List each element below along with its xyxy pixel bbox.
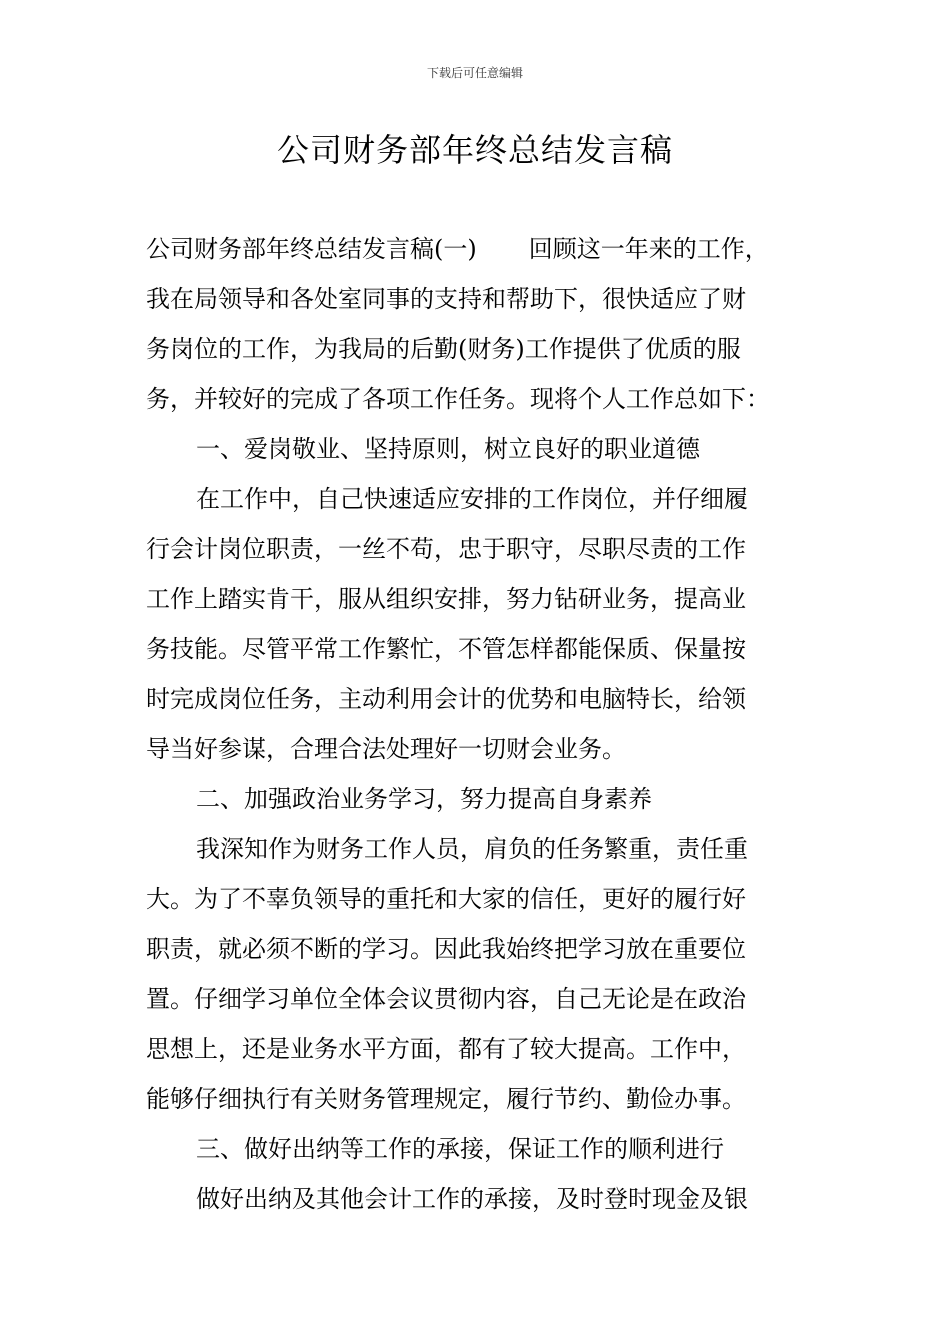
- header-note: 下载后可任意编辑: [426, 66, 523, 80]
- paragraph-line: 思想上，还是业务水平方面，都有了较大提高。工作中，: [146, 1035, 746, 1063]
- paragraph-line: 务岗位的工作，为我局的后勤(财务)工作提供了优质的服: [146, 335, 741, 363]
- opening-subtitle: 公司财务部年终总结发言稿(一): [146, 235, 477, 263]
- paragraph-line: 职责，就必须不断的学习。因此我始终把学习放在重要位: [146, 935, 746, 963]
- section-heading: 一、爱岗敬业、坚持原则，树立良好的职业道德: [196, 435, 700, 463]
- paragraph-line: 我在局领导和各处室同事的支持和帮助下，很快适应了财: [146, 285, 746, 313]
- opening-line: [146, 224, 811, 274]
- paragraph-line: 在工作中，自己快速适应安排的工作岗位，并仔细履: [196, 485, 748, 513]
- opening-first-line-rest: 回顾这一年来的工作，: [528, 235, 769, 263]
- section-heading: 二、加强政治业务学习，努力提高自身素养: [196, 785, 652, 813]
- paragraph-line: 我深知作为财务工作人员，肩负的任务繁重，责任重: [196, 835, 748, 863]
- paragraph-line: 时完成岗位任务，主动利用会计的优势和电脑特长，给领: [146, 685, 746, 713]
- section-heading: 三、做好出纳等工作的承接，保证工作的顺利进行: [196, 1135, 724, 1163]
- paragraph-line: 能够仔细执行有关财务管理规定，履行节约、勤俭办事。: [146, 1085, 746, 1113]
- paragraph-line: 务技能。尽管平常工作繁忙，不管怎样都能保质、保量按: [146, 635, 746, 663]
- paragraph-line: 导当好参谋，合理合法处理好一切财会业务。: [146, 735, 626, 763]
- page-title: 公司财务部年终总结发言稿: [276, 131, 673, 169]
- document-body: [146, 224, 811, 1224]
- paragraph-line: 置。仔细学习单位全体会议贯彻内容，自己无论是在政治: [146, 985, 746, 1013]
- paragraph-line: 做好出纳及其他会计工作的承接，及时登时现金及银: [196, 1185, 748, 1213]
- paragraph-line: 大。为了不辜负领导的重托和大家的信任，更好的履行好: [146, 885, 746, 913]
- paragraph-line: 务，并较好的完成了各项工作任务。现将个人工作总如下：: [146, 385, 770, 413]
- paragraph-line: 行会计岗位职责，一丝不苟，忠于职守，尽职尽责的工作: [146, 535, 746, 563]
- paragraph-line: 工作上踏实肯干，服从组织安排，努力钻研业务，提高业: [146, 585, 746, 613]
